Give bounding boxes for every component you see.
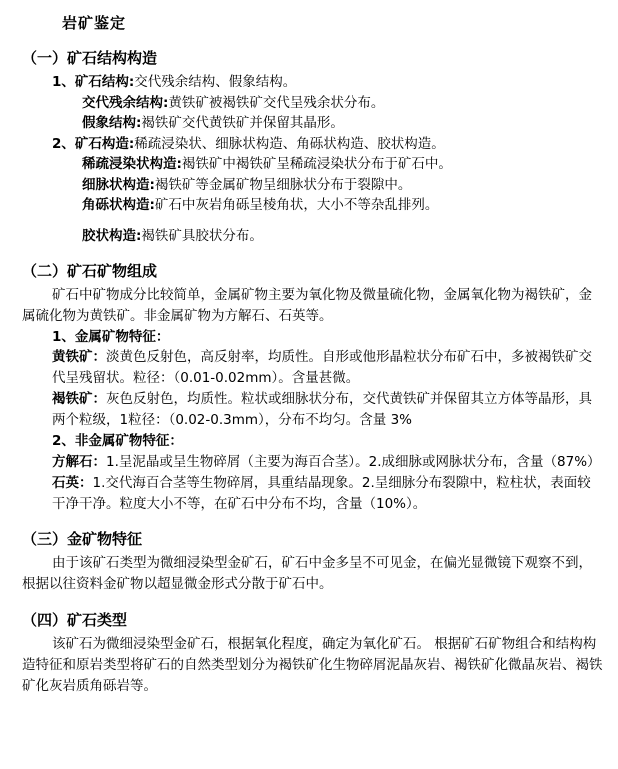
spacer (0, 216, 618, 226)
item-term: 褐铁矿： (52, 391, 106, 408)
section-gold-mineral-features (0, 528, 618, 595)
list-item: 2、非金属矿物特征： (52, 433, 183, 450)
list-item (82, 154, 618, 175)
item-term: 交代残余结构: (82, 94, 169, 111)
document-page (0, 12, 618, 769)
item-text: 褐铁矿具胶状分布。 (141, 227, 263, 244)
list-item (82, 175, 618, 196)
item-text: 交代残余结构、假象结构。 (134, 74, 297, 90)
section-paragraph: 该矿石为微细浸染型金矿石，根据氧化程度，确定为氧化矿石。 根据矿石矿物组合和结构构造特征和原岩类型将矿石的自然类型划分为褐铁矿化生物碎屑泥晶灰岩、褐铁矿化微晶灰岩、褐铁矿化灰岩质角砾岩等。 (22, 636, 603, 695)
item-text: 褐铁矿中褐铁矿呈稀疏浸染状分布于矿石中。 (181, 156, 452, 173)
section-mineral-composition (0, 260, 618, 514)
list-item (52, 389, 604, 431)
page-title: 岩矿鉴定 (62, 14, 127, 32)
list-item (82, 226, 618, 247)
section-heading: （四）矿石类型 (22, 611, 128, 630)
list-item (82, 195, 618, 216)
list-item: 1、金属矿物特征： (52, 328, 170, 345)
section-heading: （二）矿石矿物组成 (22, 262, 158, 281)
section-paragraph: 由于该矿石类型为微细浸染型金矿石，矿石中金多呈不可见金，在偏光显微镜下观察不到，根据以往资料金矿物以超显微金形式分散于矿石中。 (22, 555, 592, 593)
item-term: 石英： (52, 474, 93, 491)
section-ore-type (0, 609, 618, 697)
item-term: 黄铁矿： (52, 349, 106, 366)
item-text: 黄铁矿被褐铁矿交代呈残余状分布。 (168, 94, 385, 111)
item-label: 1、矿石结构: (52, 74, 135, 90)
item-text: 矿石中灰岩角砾呈棱角状，大小不等杂乱排列。 (154, 197, 439, 214)
section-heading: （三）金矿物特征 (22, 530, 143, 549)
item-text: 1.交代海百合茎等生物碎屑，具重结晶现象。2.呈细脉分布裂隙中，粒柱状，表面较干净干净。粒度大小不等，在矿石中分布不均，含量（10%）。 (52, 474, 591, 512)
item-term: 角砾状构造: (82, 197, 155, 214)
item-term: 细脉状构造: (82, 176, 155, 193)
item-term: 方解石： (52, 453, 106, 470)
list-item (52, 347, 604, 389)
item-term: 假象结构: (82, 115, 142, 132)
item-text: 稀疏浸染状、细脉状构造、角砾状构造、胶状构造。 (134, 135, 445, 152)
section-heading: （一）矿石结构构造 (22, 49, 158, 67)
item-term: 稀疏浸染状构造: (82, 156, 182, 173)
item-text: 灰色反射色，均质性。粒状或细脉状分布，交代黄铁矿并保留其立方体等晶形，具两个粒级，1粒径：（0.02-0.3mm），分布不均匀。含量 3% (52, 391, 592, 429)
list-item (52, 134, 618, 155)
item-term: 胶状构造: (82, 227, 142, 244)
list-item (82, 113, 618, 134)
section-paragraph: 矿石中矿物成分比较简单，金属矿物主要为氧化物及微量硫化物，金属氧化物为褐铁矿，金属硫化物为黄铁矿。非金属矿物为方解石、石英等。 (22, 287, 592, 325)
item-text: 淡黄色反射色，高反射率，均质性。自形或他形晶粒状分布矿石中，多被褐铁矿交代呈残留状。粒径：（0.01-0.02mm）。含量甚微。 (52, 349, 592, 387)
item-text: 褐铁矿交代黄铁矿并保留其晶形。 (141, 115, 344, 132)
list-item (52, 72, 618, 93)
item-label: 2、矿石构造: (52, 135, 135, 152)
list-item (52, 473, 604, 515)
item-text: 褐铁矿等金属矿物呈细脉状分布于裂隙中。 (154, 176, 412, 193)
list-item (82, 93, 618, 114)
section-ore-structure (0, 47, 618, 246)
item-text: 1.呈泥晶或呈生物碎屑（主要为海百合茎）。2.成细脉或网脉状分布，含量（87%） (106, 453, 601, 470)
list-item (52, 452, 604, 473)
